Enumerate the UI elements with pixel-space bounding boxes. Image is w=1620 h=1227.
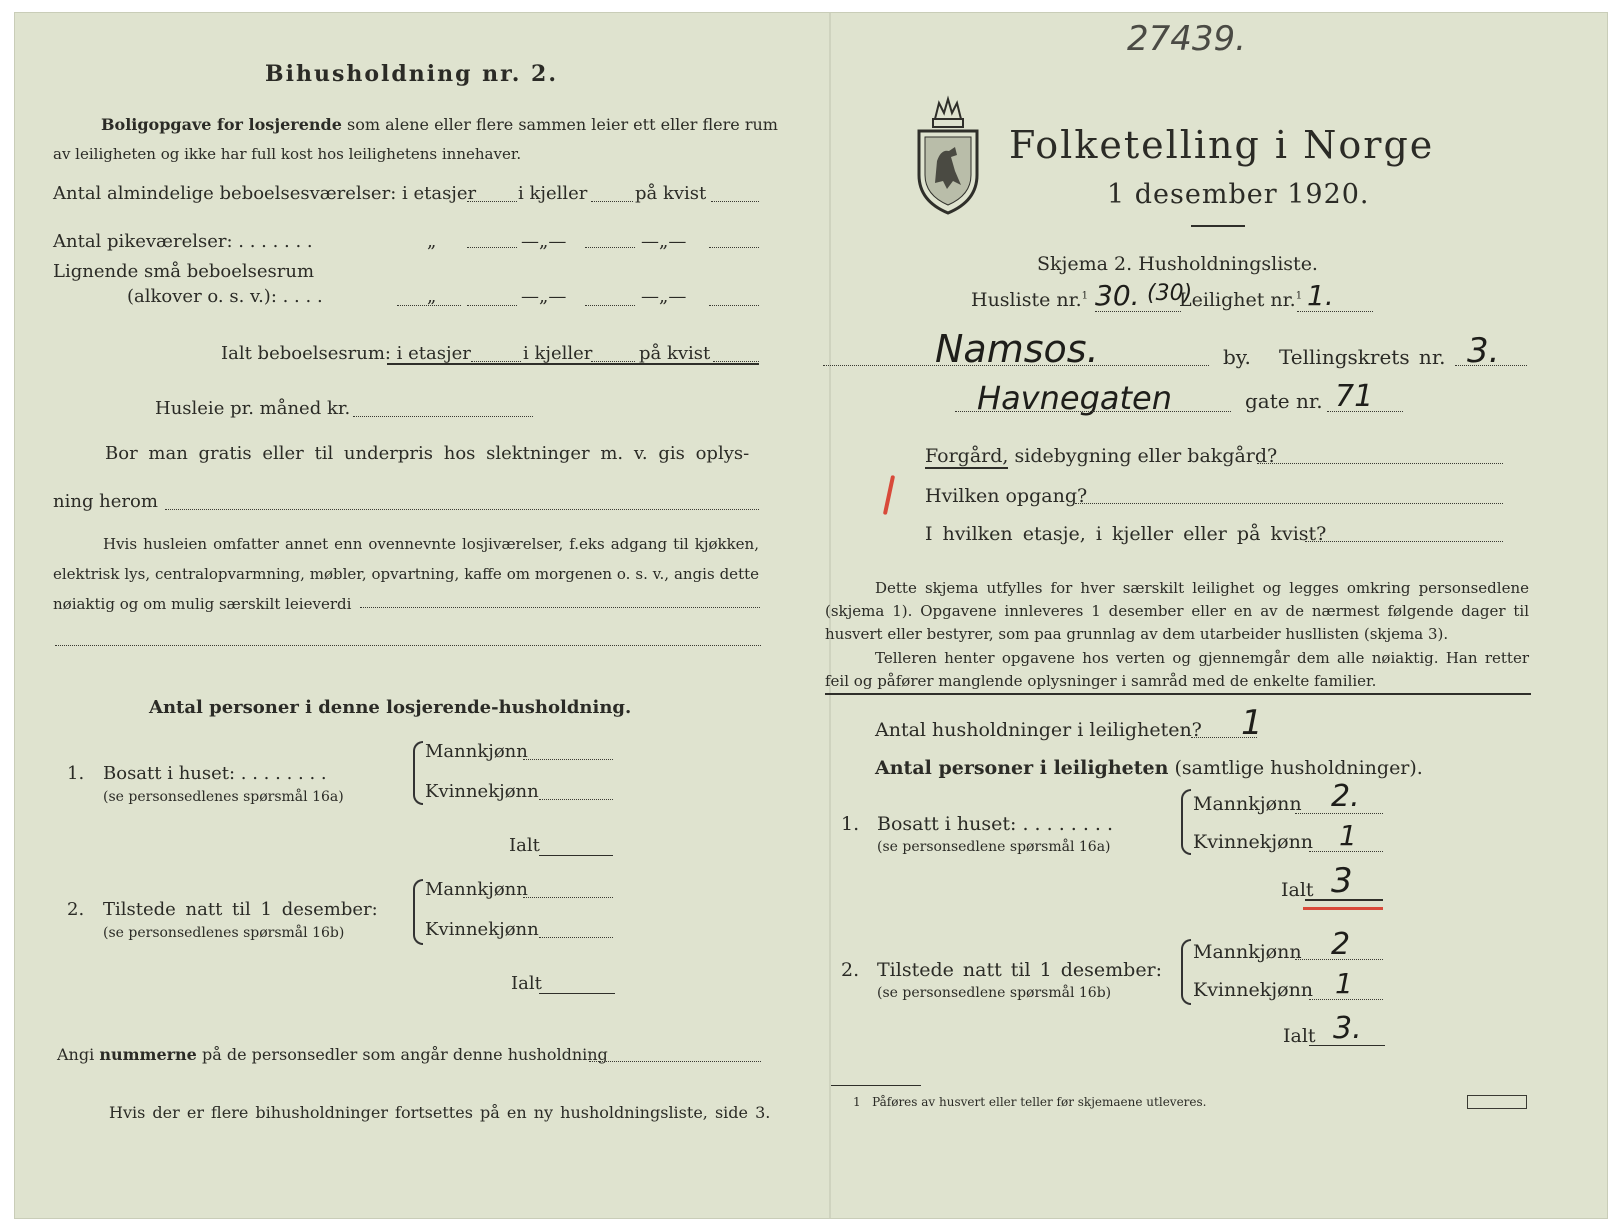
right-q1-ialt-label: Ialt bbox=[1281, 879, 1314, 901]
ialt-rooms-label: Ialt beboelsesrum: i etasjer bbox=[221, 343, 471, 364]
schema-label: Skjema 2. Husholdningsliste. bbox=[1037, 253, 1318, 275]
norway-coat-of-arms-icon bbox=[913, 91, 983, 217]
left-q1-mann-field[interactable] bbox=[523, 759, 613, 760]
footnote-rule bbox=[831, 1085, 921, 1086]
pike-ditto-2: —„— bbox=[521, 231, 567, 252]
right-q2-mann-field[interactable] bbox=[1295, 959, 1383, 960]
ialt-kvist-field[interactable] bbox=[713, 361, 759, 362]
alkover-ditto-1: „ bbox=[427, 286, 437, 307]
ialt-underline bbox=[387, 363, 759, 365]
right-q2-kvinne-value: 1 bbox=[1335, 967, 1353, 1000]
rooms-kjeller-label: i kjeller bbox=[518, 183, 588, 204]
gratis-line-2: ning herom bbox=[53, 491, 158, 512]
right-q1-mann-value: 2. bbox=[1331, 779, 1360, 814]
husliste-label: Husliste nr.$^1$ bbox=[971, 289, 1089, 311]
pike-etasjer-field[interactable] bbox=[467, 247, 517, 248]
left-q2-kvinne-field[interactable] bbox=[539, 937, 613, 938]
rooms-kjeller-field[interactable] bbox=[591, 201, 633, 202]
pike-kjeller-field[interactable] bbox=[585, 247, 635, 248]
archive-stamp-number: 27439. bbox=[1127, 19, 1246, 59]
pike-ditto-3: —„— bbox=[641, 231, 687, 252]
red-pencil-mark bbox=[883, 475, 895, 515]
right-q1-kvinne-label: Kvinnekjønn bbox=[1193, 831, 1314, 853]
pike-label: Antal pikeværelser: . . . . . . . bbox=[53, 231, 313, 252]
left-persons-heading: Antal personer i denne losjerende-husholdning. bbox=[149, 697, 632, 718]
left-title: Bihusholdning nr. 2. bbox=[265, 61, 558, 87]
leilighet-label: Leilighet nr.$^1$ bbox=[1179, 289, 1303, 311]
census-form-sheet bbox=[14, 12, 1608, 1219]
right-q2-kvinne-label: Kvinnekjønn bbox=[1193, 979, 1314, 1001]
alkover-ditto-2: —„— bbox=[521, 286, 567, 307]
right-q1-sub: (se personsedlene spørsmål 16a) bbox=[877, 839, 1111, 855]
pike-kvist-field[interactable] bbox=[709, 247, 759, 248]
alkover-etasjer-field[interactable] bbox=[467, 305, 517, 306]
right-title: Folketelling i Norge bbox=[1009, 123, 1435, 167]
left-q2-ialt-label: Ialt bbox=[511, 973, 542, 994]
rooms-kvist-label: på kvist bbox=[635, 183, 707, 204]
ialt-kjeller-field[interactable] bbox=[591, 361, 635, 362]
alkover-kvist-field[interactable] bbox=[709, 305, 759, 306]
krets-value: 3. bbox=[1467, 331, 1500, 371]
krets-field[interactable] bbox=[1455, 365, 1527, 366]
left-q2-mann-field[interactable] bbox=[523, 897, 613, 898]
left-q1-mann-label: Mannkjønn bbox=[425, 741, 528, 762]
right-q2-brace bbox=[1181, 939, 1191, 1005]
left-q1-kvinne-label: Kvinnekjønn bbox=[425, 781, 539, 802]
info-paragraph-1: Dette skjema utfylles for hver særskilt leilighet og legges omkring personsedlene (skjema 1). Opgavene innleveres 1 desember eller en av de nærmest følgende dager til husvert eller bestyrer, som paa grunnlag av dem utarbeider husllisten (skjema 3). bbox=[825, 579, 1529, 643]
husliste-field[interactable] bbox=[1095, 311, 1181, 312]
forgard-field[interactable] bbox=[1257, 463, 1503, 464]
title-rule bbox=[1191, 225, 1245, 227]
left-q2-number: 2. bbox=[67, 899, 85, 920]
husliste-alt-value: (30) bbox=[1147, 281, 1193, 306]
households-value: 1 bbox=[1241, 703, 1263, 743]
intro-line-1: Boligopgave for losjerende som alene eller flere sammen leier ett eller flere rum bbox=[101, 115, 778, 134]
printer-mark bbox=[1467, 1095, 1527, 1109]
city-field[interactable] bbox=[823, 365, 1209, 366]
households-label: Antal husholdninger i leiligheten? bbox=[875, 719, 1202, 741]
leieverdi-field-2[interactable] bbox=[55, 645, 761, 646]
right-q1-kvinne-field[interactable] bbox=[1309, 851, 1383, 852]
ialt-kjeller-label: i kjeller bbox=[523, 343, 593, 364]
left-q2-kvinne-label: Kvinnekjønn bbox=[425, 919, 539, 940]
left-q2-ialt-field[interactable] bbox=[539, 993, 615, 994]
households-field[interactable] bbox=[1191, 737, 1257, 738]
ialt-etasjer-field[interactable] bbox=[471, 361, 521, 362]
right-persons-heading: Antal personer i leiligheten (samtlige husholdninger). bbox=[875, 757, 1423, 779]
alkover-kjeller-field[interactable] bbox=[585, 305, 635, 306]
krets-label: Tellingskrets nr. bbox=[1279, 345, 1446, 369]
street-value: Havnegaten bbox=[977, 379, 1173, 417]
left-q1-number: 1. bbox=[67, 763, 85, 784]
left-q1-ialt-label: Ialt bbox=[509, 835, 540, 856]
left-q2-sub: (se personsedlenes spørsmål 16b) bbox=[103, 925, 345, 941]
rooms-label: Antal almindelige beboelsesværelser: i etasjer bbox=[53, 183, 477, 204]
left-q2-mann-label: Mannkjønn bbox=[425, 879, 528, 900]
right-q1-number: 1. bbox=[841, 813, 860, 835]
hvis-husleien-text: Hvis husleien omfatter annet enn ovennevnte losjiværelser, f.eks adgang til kjøkken, elektrisk lys, centralopvarmning, møbler, opvartning, kaffe om morgenen o. s. v., angis dette nøiaktig og om mulig særskilt leieverdi bbox=[53, 535, 759, 613]
alkover-ditto-3: —„— bbox=[641, 286, 687, 307]
right-q2-sub: (se personsedlene spørsmål 16b) bbox=[877, 985, 1112, 1001]
right-date: 1 desember 1920. bbox=[1107, 179, 1370, 210]
gate-value: 71 bbox=[1335, 379, 1374, 414]
rooms-kvist-field[interactable] bbox=[711, 201, 759, 202]
angi-text: Angi nummerne på de personsedler som angår denne husholdning bbox=[57, 1045, 608, 1064]
right-q2-mann-label: Mannkjønn bbox=[1193, 941, 1302, 963]
forgard-question: Forgård, sidebygning eller bakgård? bbox=[925, 445, 1278, 467]
right-q1-ialt-field[interactable] bbox=[1305, 899, 1383, 901]
right-q2-ialt-value: 3. bbox=[1333, 1011, 1362, 1046]
intro-line-2: av leiligheten og ikke har full kost hos leilighetens innehaver. bbox=[53, 145, 522, 163]
gratis-field[interactable] bbox=[165, 509, 759, 510]
right-q2-ialt-label: Ialt bbox=[1283, 1025, 1316, 1047]
rooms-etasjer-field[interactable] bbox=[467, 201, 517, 202]
right-q2-mann-value: 2 bbox=[1331, 927, 1351, 962]
street-field[interactable] bbox=[955, 411, 1231, 412]
right-q1-kvinne-value: 1 bbox=[1339, 819, 1357, 852]
ialt-kvist-label: på kvist bbox=[639, 343, 711, 364]
opgang-field[interactable] bbox=[1075, 503, 1503, 504]
right-q1-ialt-value: 3 bbox=[1331, 861, 1353, 901]
leilighet-field[interactable] bbox=[1297, 311, 1373, 312]
right-q1-label: Bosatt i huset: . . . . . . . . bbox=[877, 813, 1114, 835]
gate-label: gate nr. bbox=[1245, 389, 1323, 413]
city-value: Namsos. bbox=[935, 327, 1099, 371]
etasje-field[interactable] bbox=[1305, 541, 1503, 542]
gate-field[interactable] bbox=[1327, 411, 1403, 412]
left-q1-sub: (se personsedlenes spørsmål 16a) bbox=[103, 789, 344, 805]
right-q2-number: 2. bbox=[841, 959, 860, 981]
info-rule bbox=[825, 693, 1531, 695]
right-q1-mann-field[interactable] bbox=[1295, 813, 1383, 814]
husleie-field[interactable] bbox=[353, 416, 533, 417]
alkover-label: (alkover o. s. v.): . . . . bbox=[127, 286, 323, 307]
angi-field[interactable] bbox=[589, 1061, 761, 1062]
right-q2-ialt-field[interactable] bbox=[1309, 1045, 1385, 1046]
leilighet-value: 1. bbox=[1307, 279, 1334, 312]
by-label: by. bbox=[1223, 345, 1251, 369]
left-q1-kvinne-field[interactable] bbox=[539, 799, 613, 800]
left-footer-note: Hvis der er flere bihusholdninger fortsettes på en ny husholdningsliste, side 3. bbox=[109, 1103, 771, 1122]
footnote: 1 Påføres av husvert eller teller før skjemaene utleveres. bbox=[853, 1095, 1207, 1109]
right-q2-kvinne-field[interactable] bbox=[1309, 999, 1383, 1000]
leieverdi-field[interactable] bbox=[360, 607, 760, 608]
etasje-question: I hvilken etasje, i kjeller eller på kvist? bbox=[925, 523, 1327, 545]
right-q1-brace bbox=[1181, 789, 1191, 855]
pike-ditto-1: „ bbox=[427, 231, 437, 252]
info-paragraph-2: Telleren henter opgavene hos verten og gjennemgår dem alle nøiaktig. Han retter feil og påfører manglende oplysninger i samråd med de enkelte familier. bbox=[825, 649, 1529, 690]
right-q2-label: Tilstede natt til 1 desember: bbox=[877, 959, 1163, 981]
gratis-line-1: Bor man gratis eller til underpris hos slektninger m. v. gis oplys- bbox=[105, 443, 750, 464]
right-q1-mann-label: Mannkjønn bbox=[1193, 793, 1302, 815]
husliste-value: 30. bbox=[1095, 279, 1140, 312]
lignende-label: Lignende små beboelsesrum bbox=[53, 261, 315, 282]
left-q2-brace bbox=[413, 879, 423, 945]
left-q2-label: Tilstede natt til 1 desember: bbox=[103, 899, 378, 920]
left-q1-brace bbox=[413, 741, 423, 805]
left-q1-label: Bosatt i huset: . . . . . . . . bbox=[103, 763, 327, 784]
left-q1-ialt-field[interactable] bbox=[539, 855, 613, 856]
husleie-label: Husleie pr. måned kr. bbox=[155, 398, 351, 419]
opgang-question: Hvilken opgang? bbox=[925, 485, 1088, 507]
right-q1-ialt-red-underline bbox=[1303, 907, 1383, 910]
